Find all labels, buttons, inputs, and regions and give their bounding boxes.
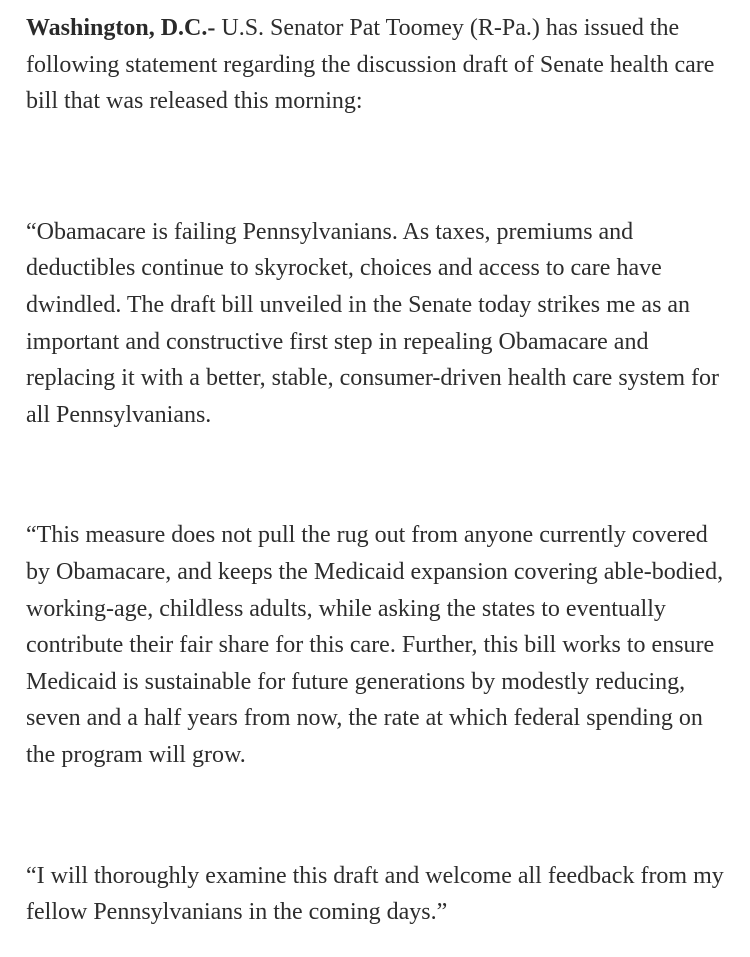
dateline: Washington, D.C.- [26,15,216,41]
intro-text: U.S. Senator Pat Toomey (R-Pa.) has issued the following statement regarding the discussion draft of Senate health care bill that was released this morning: [26,15,715,115]
quote-paragraph-3: “I will thoroughly examine this draft and welcome all feedback from my fellow Pennsylvanians in the coming days.” [26,862,724,926]
quote-paragraph-1: “Obamacare is failing Pennsylvanians. As taxes, premiums and deductibles continue to skyrocket, choices and access to care have dwindled. The draft bill unveiled in the Senate today strikes me as an important and constructive first step in repealing Obamacare and replacing it with a better, stable, consumer-driven health care system for all Pennsylvanians. [26,218,719,428]
quote-paragraph-2: “This measure does not pull the rug out from anyone currently covered by Obamacare, and keeps the Medicaid expansion covering able-bodied, working-age, childless adults, while asking the states to eventually contribute their fair share for this care. Further, this bill works to ensure Medicaid is sustainable for future generations by modestly reducing, seven and a half years from now, the rate at which federal spending on the program will grow. [26,522,724,768]
press-release [26,10,731,931]
intro-paragraph [26,10,731,120]
